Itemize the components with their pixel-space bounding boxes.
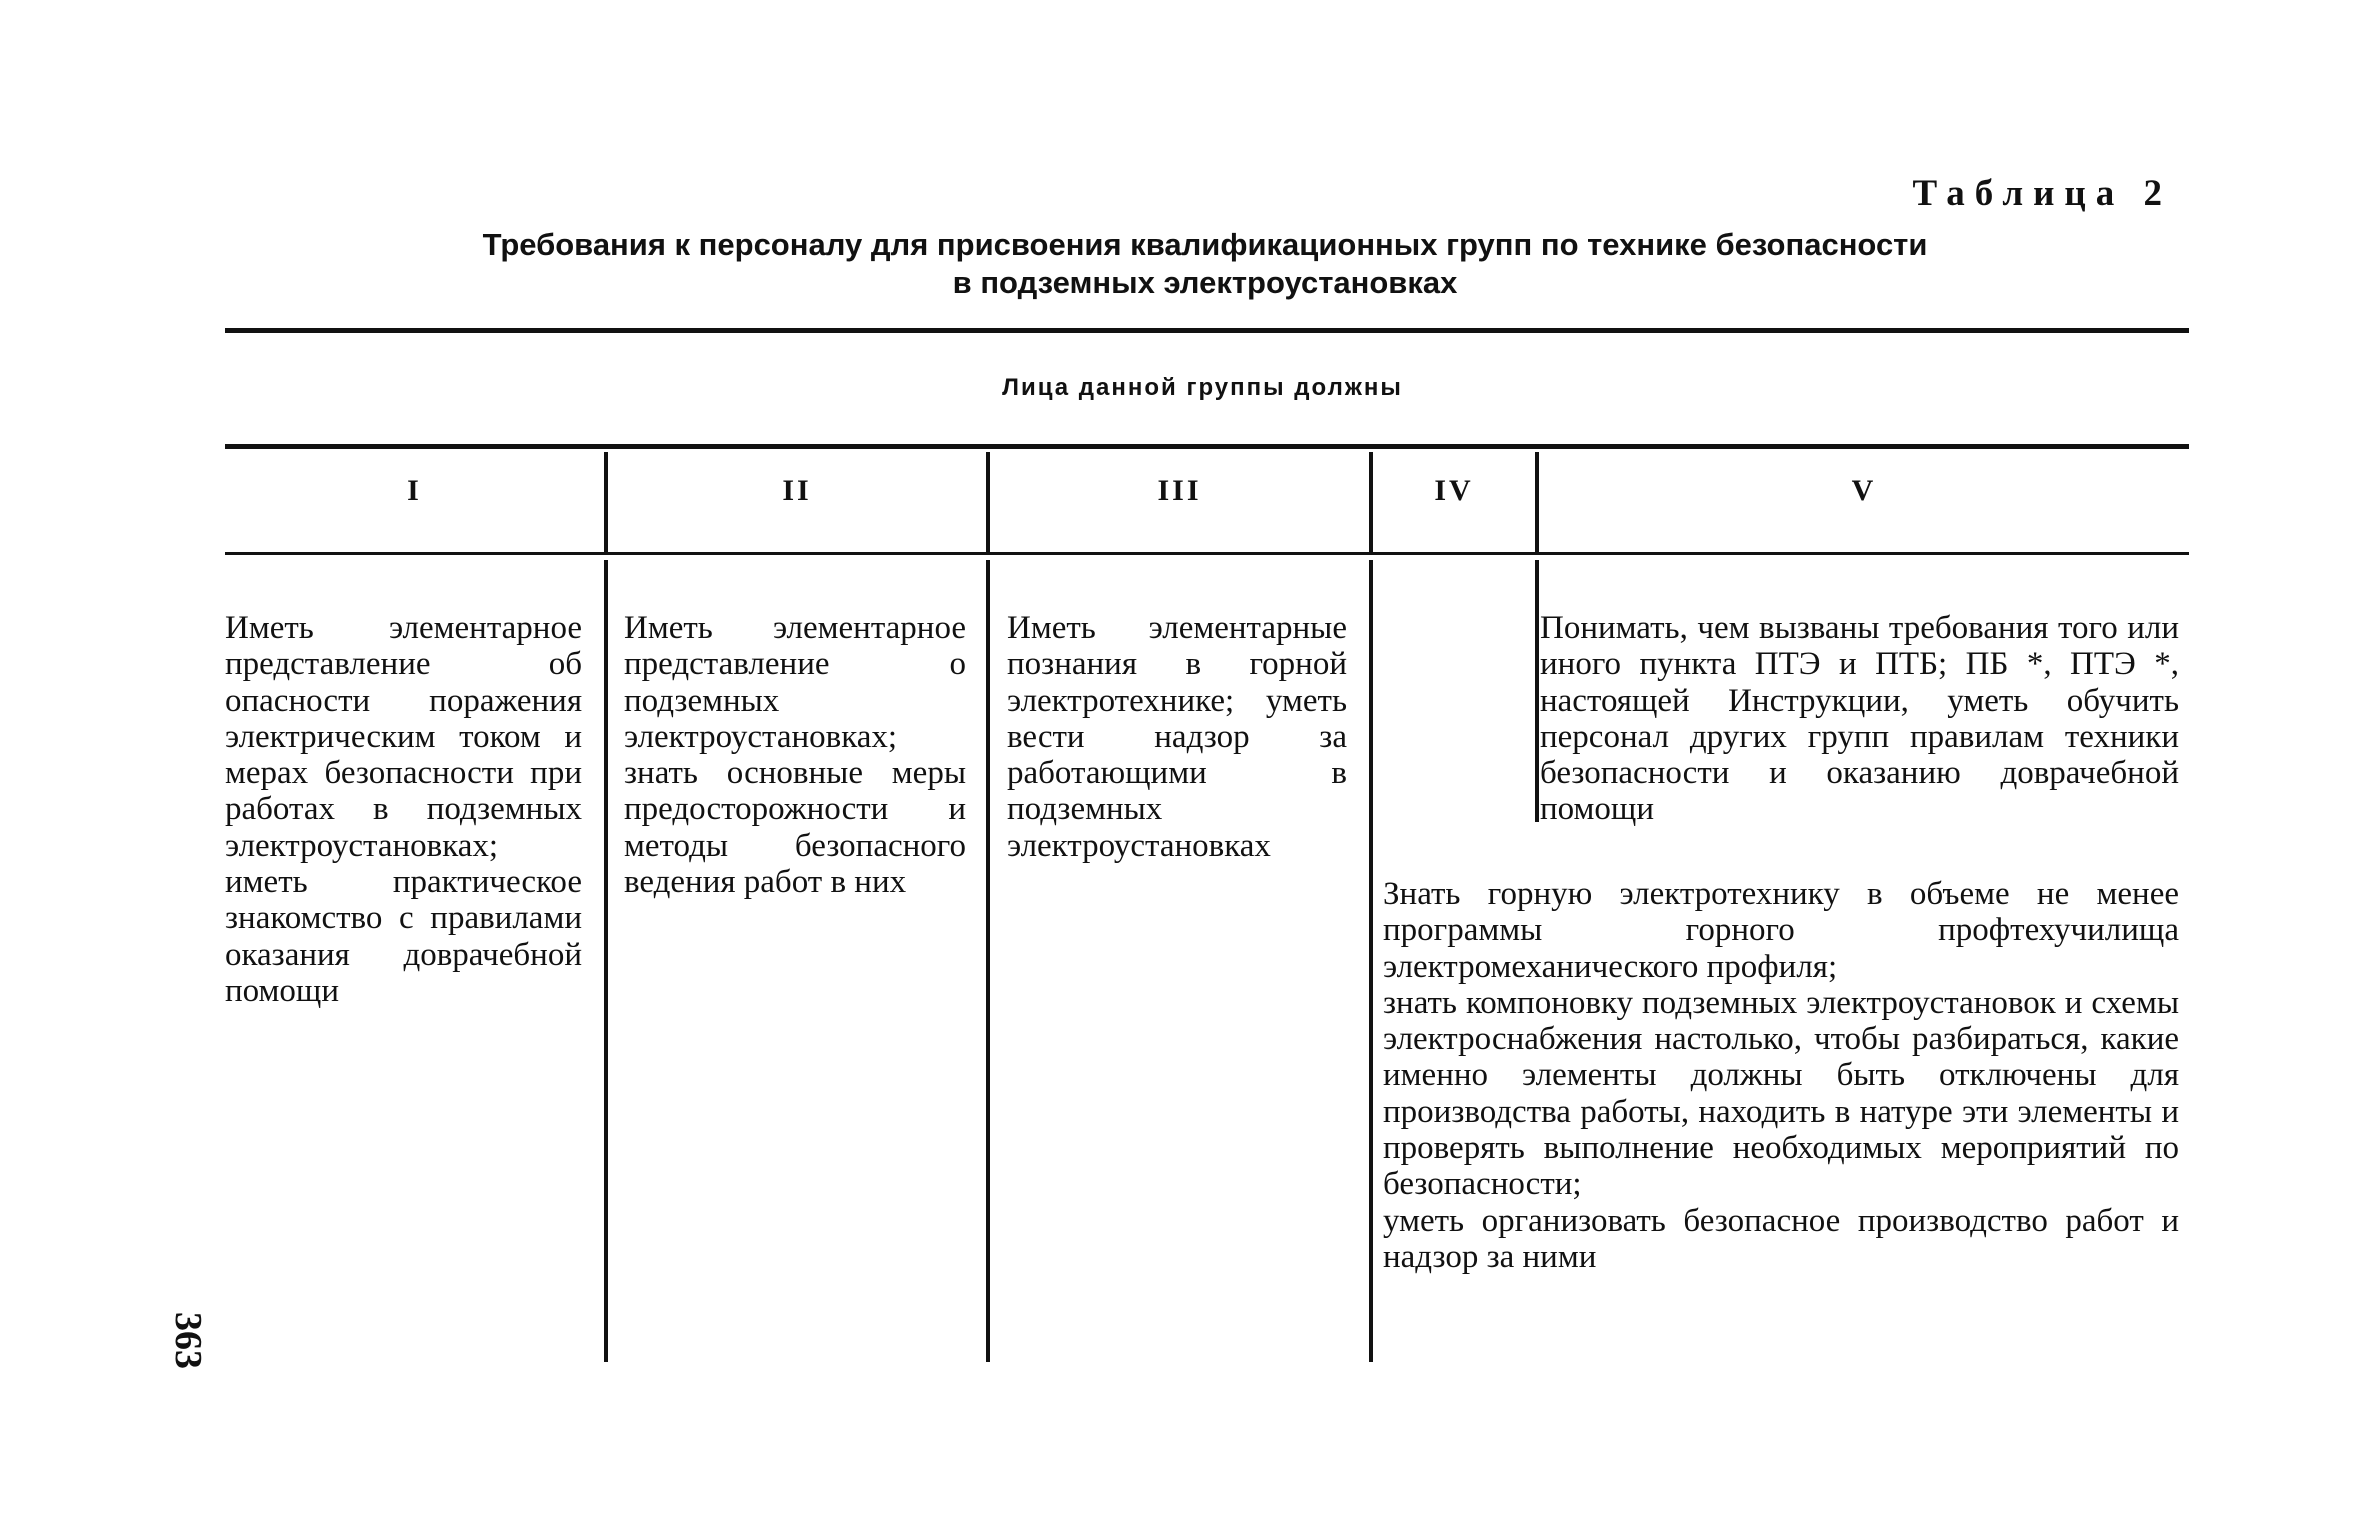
- cell-groups-4-5-shared-requirements: [1383, 876, 2179, 1275]
- body-divider-2-3: [986, 560, 990, 1362]
- body-divider-1-2: [604, 560, 608, 1362]
- page-number: 363: [167, 1312, 209, 1369]
- header-bottom-rule: [225, 552, 2189, 555]
- table-title-line-1: Требования к персоналу для присвоения квалификационных групп по технике безопасности: [482, 227, 1928, 262]
- table-subtitle: Лица данной группы должны: [1002, 374, 1403, 401]
- shared-requirement-2: знать компоновку подземных электроустановок и схемы электроснабжения настолько, чтобы разбираться, какие именно элементы должны быть отключены для производства работы, находить в натуре эти элементы и проверять выполнение необходимых мероприятий по безопасности;: [1383, 984, 2179, 1203]
- header-group-3: III: [1157, 474, 1202, 507]
- top-rule: [225, 328, 2189, 333]
- body-divider-3-4: [1369, 560, 1373, 1362]
- cell-group-1-requirements: Иметь элементарное представление об опасности поражения электрическим током и мерах безопасности при работах в подземных электроустановках; иметь практическое знакомство с правилами оказания доврачебной помощи: [225, 610, 582, 1009]
- header-group-5: V: [1851, 474, 1877, 507]
- header-group-2: II: [782, 474, 812, 507]
- header-top-rule: [225, 444, 2189, 449]
- header-group-1: I: [407, 474, 422, 507]
- shared-requirement-1: Знать горную электротехнику в объеме не менее программы горного профтехучилища электромеханического профиля;: [1383, 876, 2179, 985]
- cell-group-2-requirements: Иметь элементарное представление о подземных электроустановках; знать основные меры предосторожности и методы безопасного ведения работ в них: [624, 610, 966, 901]
- body-divider-4-5: [1535, 560, 1539, 822]
- cell-group-5-requirements: Понимать, чем вызваны требования того или иного пункта ПТЭ и ПТБ; ПБ *, ПТЭ *, настоящей Инструкции, уметь обучить персонал других групп правилам техники безопасности и оказанию доврачебной помощи: [1540, 610, 2179, 828]
- table-title: [225, 226, 2185, 302]
- table-number-label: Таблица 2: [1912, 173, 2172, 214]
- table-title-line-2: в подземных электроустановках: [952, 265, 1458, 300]
- cell-group-3-requirements: Иметь элементарные познания в горной электротехнике; уметь вести надзор за работающими в подземных электроустановках: [1007, 610, 1347, 864]
- header-group-4: IV: [1434, 474, 1474, 507]
- shared-requirement-3: уметь организовать безопасное производство работ и надзор за ними: [1383, 1202, 2179, 1275]
